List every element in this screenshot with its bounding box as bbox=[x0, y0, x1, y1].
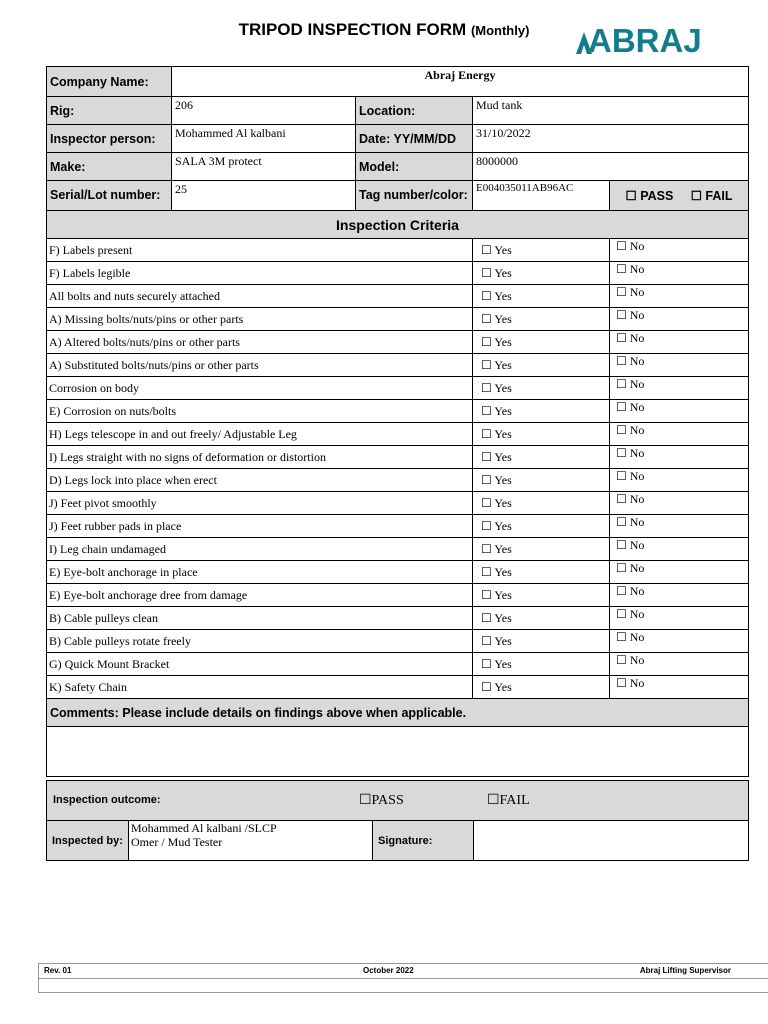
location-label: Location: bbox=[356, 97, 473, 125]
tag-label: Tag number/color: bbox=[356, 181, 473, 211]
fail-checkbox[interactable]: ☐ FAIL bbox=[690, 189, 733, 203]
criteria-item-label: E) Corrosion on nuts/bolts bbox=[47, 400, 473, 423]
criteria-yes-checkbox[interactable]: ☐ Yes bbox=[473, 308, 610, 331]
company-label: Company Name: bbox=[47, 67, 172, 97]
criteria-no-checkbox[interactable]: ☐ No bbox=[610, 607, 749, 630]
outcome-table bbox=[46, 780, 749, 861]
criteria-item-label: F) Labels legible bbox=[47, 262, 473, 285]
criteria-row bbox=[47, 262, 749, 285]
criteria-yes-checkbox[interactable]: ☐ Yes bbox=[473, 515, 610, 538]
criteria-row bbox=[47, 653, 749, 676]
criteria-item-label: A) Missing bolts/nuts/pins or other parts bbox=[47, 308, 473, 331]
criteria-yes-checkbox[interactable]: ☐ Yes bbox=[473, 538, 610, 561]
criteria-yes-checkbox[interactable]: ☐ Yes bbox=[473, 469, 610, 492]
criteria-list bbox=[47, 239, 749, 699]
make-value[interactable]: SALA 3M protect bbox=[172, 153, 356, 181]
criteria-row bbox=[47, 423, 749, 446]
criteria-item-label: B) Cable pulleys clean bbox=[47, 607, 473, 630]
signature-label: Signature: bbox=[373, 821, 474, 861]
criteria-no-checkbox[interactable]: ☐ No bbox=[610, 469, 749, 492]
criteria-item-label: Corrosion on body bbox=[47, 377, 473, 400]
inspected-by-line1: Mohammed Al kalbani /SLCP bbox=[131, 821, 277, 835]
criteria-item-label: K) Safety Chain bbox=[47, 676, 473, 699]
criteria-row bbox=[47, 607, 749, 630]
make-label: Make: bbox=[47, 153, 172, 181]
model-value[interactable]: 8000000 bbox=[473, 153, 749, 181]
page-footer bbox=[38, 963, 768, 993]
criteria-no-checkbox[interactable]: ☐ No bbox=[610, 262, 749, 285]
inspector-label: Inspector person: bbox=[47, 125, 172, 153]
criteria-no-checkbox[interactable]: ☐ No bbox=[610, 354, 749, 377]
criteria-row bbox=[47, 584, 749, 607]
company-value[interactable]: Abraj Energy bbox=[172, 67, 749, 97]
criteria-yes-checkbox[interactable]: ☐ Yes bbox=[473, 630, 610, 653]
criteria-yes-checkbox[interactable]: ☐ Yes bbox=[473, 561, 610, 584]
footer-owner: Abraj Lifting Supervisor bbox=[639, 966, 731, 975]
inspector-row bbox=[47, 125, 749, 153]
date-value[interactable]: 31/10/2022 bbox=[473, 125, 749, 153]
criteria-no-checkbox[interactable]: ☐ No bbox=[610, 538, 749, 561]
form-subtitle: (Monthly) bbox=[470, 23, 530, 38]
criteria-row bbox=[47, 308, 749, 331]
criteria-row bbox=[47, 285, 749, 308]
criteria-yes-checkbox[interactable]: ☐ Yes bbox=[473, 607, 610, 630]
company-row bbox=[47, 67, 749, 97]
inspected-by-label: Inspected by: bbox=[47, 821, 129, 861]
rig-row bbox=[47, 97, 749, 125]
criteria-no-checkbox[interactable]: ☐ No bbox=[610, 308, 749, 331]
footer-rev: Rev. 01 bbox=[44, 966, 72, 975]
criteria-no-checkbox[interactable]: ☐ No bbox=[610, 400, 749, 423]
outcome-label: Inspection outcome: bbox=[53, 794, 161, 806]
criteria-yes-checkbox[interactable]: ☐ Yes bbox=[473, 492, 610, 515]
comments-header-row bbox=[47, 699, 749, 727]
criteria-item-label: A) Altered bolts/nuts/pins or other parts bbox=[47, 331, 473, 354]
tag-value[interactable]: E004035011AB96AC bbox=[473, 181, 610, 211]
criteria-item-label: B) Cable pulleys rotate freely bbox=[47, 630, 473, 653]
criteria-row bbox=[47, 331, 749, 354]
date-label: Date: YY/MM/DD bbox=[356, 125, 473, 153]
criteria-row bbox=[47, 538, 749, 561]
criteria-item-label: G) Quick Mount Bracket bbox=[47, 653, 473, 676]
comments-field[interactable] bbox=[47, 727, 749, 777]
inspector-value[interactable]: Mohammed Al kalbani bbox=[172, 125, 356, 153]
inspected-by-row bbox=[47, 821, 749, 861]
criteria-no-checkbox[interactable]: ☐ No bbox=[610, 653, 749, 676]
abraj-logo bbox=[574, 22, 702, 60]
outcome-row bbox=[47, 781, 749, 821]
criteria-yes-checkbox[interactable]: ☐ Yes bbox=[473, 377, 610, 400]
comments-label: Comments: Please include details on findings above when applicable. bbox=[47, 699, 749, 727]
logo-text: ABRAJ bbox=[588, 22, 702, 59]
outcome-pass[interactable]: ☐PASS bbox=[359, 793, 404, 808]
criteria-no-checkbox[interactable]: ☐ No bbox=[610, 492, 749, 515]
criteria-no-checkbox[interactable]: ☐ No bbox=[610, 561, 749, 584]
criteria-item-label: D) Legs lock into place when erect bbox=[47, 469, 473, 492]
criteria-no-checkbox[interactable]: ☐ No bbox=[610, 285, 749, 308]
criteria-yes-checkbox[interactable]: ☐ Yes bbox=[473, 331, 610, 354]
serial-label: Serial/Lot number: bbox=[47, 181, 172, 211]
location-value[interactable]: Mud tank bbox=[473, 97, 749, 125]
model-label: Model: bbox=[356, 153, 473, 181]
criteria-row bbox=[47, 400, 749, 423]
criteria-no-checkbox[interactable]: ☐ No bbox=[610, 423, 749, 446]
criteria-no-checkbox[interactable]: ☐ No bbox=[610, 446, 749, 469]
outcome-cell bbox=[47, 781, 749, 821]
criteria-item-label: J) Feet pivot smoothly bbox=[47, 492, 473, 515]
rig-label: Rig: bbox=[47, 97, 172, 125]
criteria-yes-checkbox[interactable]: ☐ Yes bbox=[473, 354, 610, 377]
outcome-fail[interactable]: ☐FAIL bbox=[487, 793, 530, 808]
criteria-item-label: H) Legs telescope in and out freely/ Adjustable Leg bbox=[47, 423, 473, 446]
criteria-item-label: J) Feet rubber pads in place bbox=[47, 515, 473, 538]
inspected-by-line2: Omer / Mud Tester bbox=[131, 835, 223, 849]
rig-value[interactable]: 206 bbox=[172, 97, 356, 125]
footer-date: October 2022 bbox=[363, 966, 414, 975]
criteria-no-checkbox[interactable]: ☐ No bbox=[610, 377, 749, 400]
criteria-yes-checkbox[interactable]: ☐ Yes bbox=[473, 653, 610, 676]
criteria-row bbox=[47, 515, 749, 538]
criteria-no-checkbox[interactable]: ☐ No bbox=[610, 239, 749, 262]
serial-row bbox=[47, 181, 749, 211]
criteria-row bbox=[47, 492, 749, 515]
criteria-row bbox=[47, 676, 749, 699]
criteria-row bbox=[47, 561, 749, 584]
criteria-yes-checkbox[interactable]: ☐ Yes bbox=[473, 262, 610, 285]
criteria-yes-checkbox[interactable]: ☐ Yes bbox=[473, 584, 610, 607]
criteria-no-checkbox[interactable]: ☐ No bbox=[610, 630, 749, 653]
pass-fail-cell bbox=[610, 181, 749, 211]
signature-field[interactable] bbox=[474, 821, 749, 861]
criteria-item-label: F) Labels present bbox=[47, 239, 473, 262]
criteria-yes-checkbox[interactable]: ☐ Yes bbox=[473, 285, 610, 308]
criteria-no-checkbox[interactable]: ☐ No bbox=[610, 331, 749, 354]
criteria-no-checkbox[interactable]: ☐ No bbox=[610, 515, 749, 538]
criteria-row bbox=[47, 239, 749, 262]
comments-row bbox=[47, 727, 749, 777]
criteria-header: Inspection Criteria bbox=[47, 211, 749, 239]
criteria-item-label: I) Legs straight with no signs of deformation or distortion bbox=[47, 446, 473, 469]
criteria-row bbox=[47, 446, 749, 469]
criteria-yes-checkbox[interactable]: ☐ Yes bbox=[473, 676, 610, 699]
pass-checkbox[interactable]: ☐ PASS bbox=[625, 189, 674, 203]
criteria-yes-checkbox[interactable]: ☐ Yes bbox=[473, 400, 610, 423]
criteria-item-label: A) Substituted bolts/nuts/pins or other parts bbox=[47, 354, 473, 377]
make-row bbox=[47, 153, 749, 181]
criteria-yes-checkbox[interactable]: ☐ Yes bbox=[473, 239, 610, 262]
criteria-header-row bbox=[47, 211, 749, 239]
criteria-item-label: E) Eye-bolt anchorage dree from damage bbox=[47, 584, 473, 607]
inspected-by-value[interactable] bbox=[129, 821, 373, 861]
criteria-yes-checkbox[interactable]: ☐ Yes bbox=[473, 446, 610, 469]
footer-row bbox=[39, 964, 768, 979]
criteria-no-checkbox[interactable]: ☐ No bbox=[610, 676, 749, 699]
criteria-row bbox=[47, 354, 749, 377]
criteria-row bbox=[47, 630, 749, 653]
criteria-item-label: E) Eye-bolt anchorage in place bbox=[47, 561, 473, 584]
inspection-form-table bbox=[46, 66, 749, 777]
criteria-row bbox=[47, 377, 749, 400]
criteria-item-label: I) Leg chain undamaged bbox=[47, 538, 473, 561]
criteria-item-label: All bolts and nuts securely attached bbox=[47, 285, 473, 308]
criteria-yes-checkbox[interactable]: ☐ Yes bbox=[473, 423, 610, 446]
criteria-row bbox=[47, 469, 749, 492]
form-title-text: TRIPOD INSPECTION FORM bbox=[238, 20, 467, 39]
criteria-no-checkbox[interactable]: ☐ No bbox=[610, 584, 749, 607]
serial-value[interactable]: 25 bbox=[172, 181, 356, 211]
